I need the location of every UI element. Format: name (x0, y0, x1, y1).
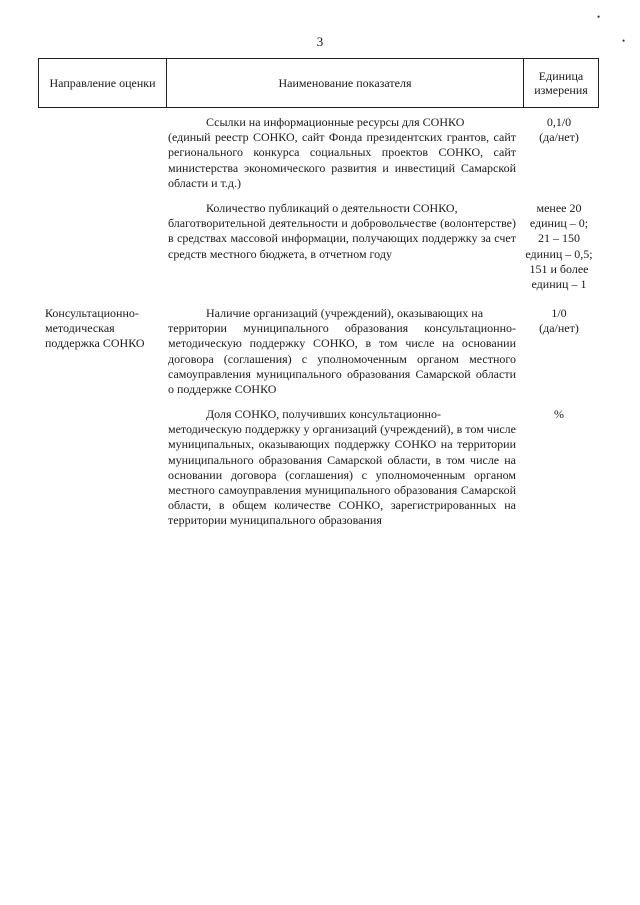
row-3-indicator-rest: территории муниципального образования консультационно-методическую поддержку СОНКО, в том числе на основании договора (соглашения) с уполномоченным органом местного самоуправления муниципального образования Самарской области о поддержке СОНКО (168, 321, 516, 397)
row-3-unit (520, 306, 598, 336)
row-3-indicator-first: Наличие организаций (учреждений), оказывающих на (206, 306, 484, 320)
row-2-unit-line: 151 и более (529, 261, 589, 276)
row-1-indicator-rest: (единый реестр СОНКО, сайт Фонда президентских грантов, сайт регионального конкурса социальных проектов СОНКО, сайт министерства экономического развития и инвестиций Самарской области и т.д.) (168, 130, 516, 190)
row-4-indicator-rest: методическую поддержку у организаций (учреждений), в том числе муниципальных, оказывающих поддержку СОНКО на территории муниципального образования Самарской области, в том числе на основании договора (соглашения) с уполномоченным органом местного самоуправления муниципального образования Самарской области, в общем количестве СОНКО, зарегистрированных на территории муниципального образования (168, 422, 516, 528)
row-3-direction (45, 306, 163, 352)
row-1-unit-line: (да/нет) (539, 130, 579, 145)
scan-speck: • (597, 12, 601, 22)
row-3-indicator (168, 306, 516, 397)
row-2-unit-line: менее 20 (536, 201, 582, 215)
row-3-direction-line: методическая (45, 321, 115, 336)
row-2-indicator-first: Количество публикаций о деятельности СОНКО, (206, 201, 458, 215)
row-3-unit-line: 1/0 (551, 306, 567, 320)
row-4-indicator (168, 407, 516, 529)
row-3-direction-line: Консультационно- (45, 306, 139, 320)
header-direction: Направление оценки (39, 59, 167, 108)
row-2-unit-line: единиц – 1 (531, 277, 587, 292)
header-unit-line1: Единица (538, 69, 584, 83)
header-unit-line2: измерения (534, 83, 588, 97)
row-2-unit-line: 21 – 150 (538, 231, 580, 246)
row-1-indicator (168, 115, 516, 191)
row-1-unit-line: 0,1/0 (546, 115, 572, 129)
scan-speck: • (622, 36, 626, 46)
row-4-indicator-first: Доля СОНКО, получивших консультационно- (206, 407, 441, 421)
page-number: 3 (316, 34, 324, 49)
row-2-indicator (168, 201, 516, 262)
row-2-indicator-rest: благотворительной деятельности и добровольчестве (волонтерстве) в средствах массовой информации, получающих поддержку за счет средств местного бюджета, в отчетном году (168, 216, 516, 261)
row-4-unit-line: % (554, 407, 564, 421)
row-1-indicator-first: Ссылки на информационные ресурсы для СОНКО (206, 115, 465, 129)
row-2-unit (520, 201, 598, 292)
header-indicator: Наименование показателя (167, 59, 524, 108)
row-3-unit-line: (да/нет) (539, 321, 579, 336)
row-1-unit (520, 115, 598, 145)
row-3-direction-line: поддержка СОНКО (45, 336, 145, 351)
header-unit (524, 59, 599, 108)
row-2-unit-line: единиц – 0; (529, 216, 589, 231)
table-header (38, 58, 599, 108)
row-4-unit (520, 407, 598, 422)
row-2-unit-line: единиц – 0,5; (525, 246, 593, 261)
